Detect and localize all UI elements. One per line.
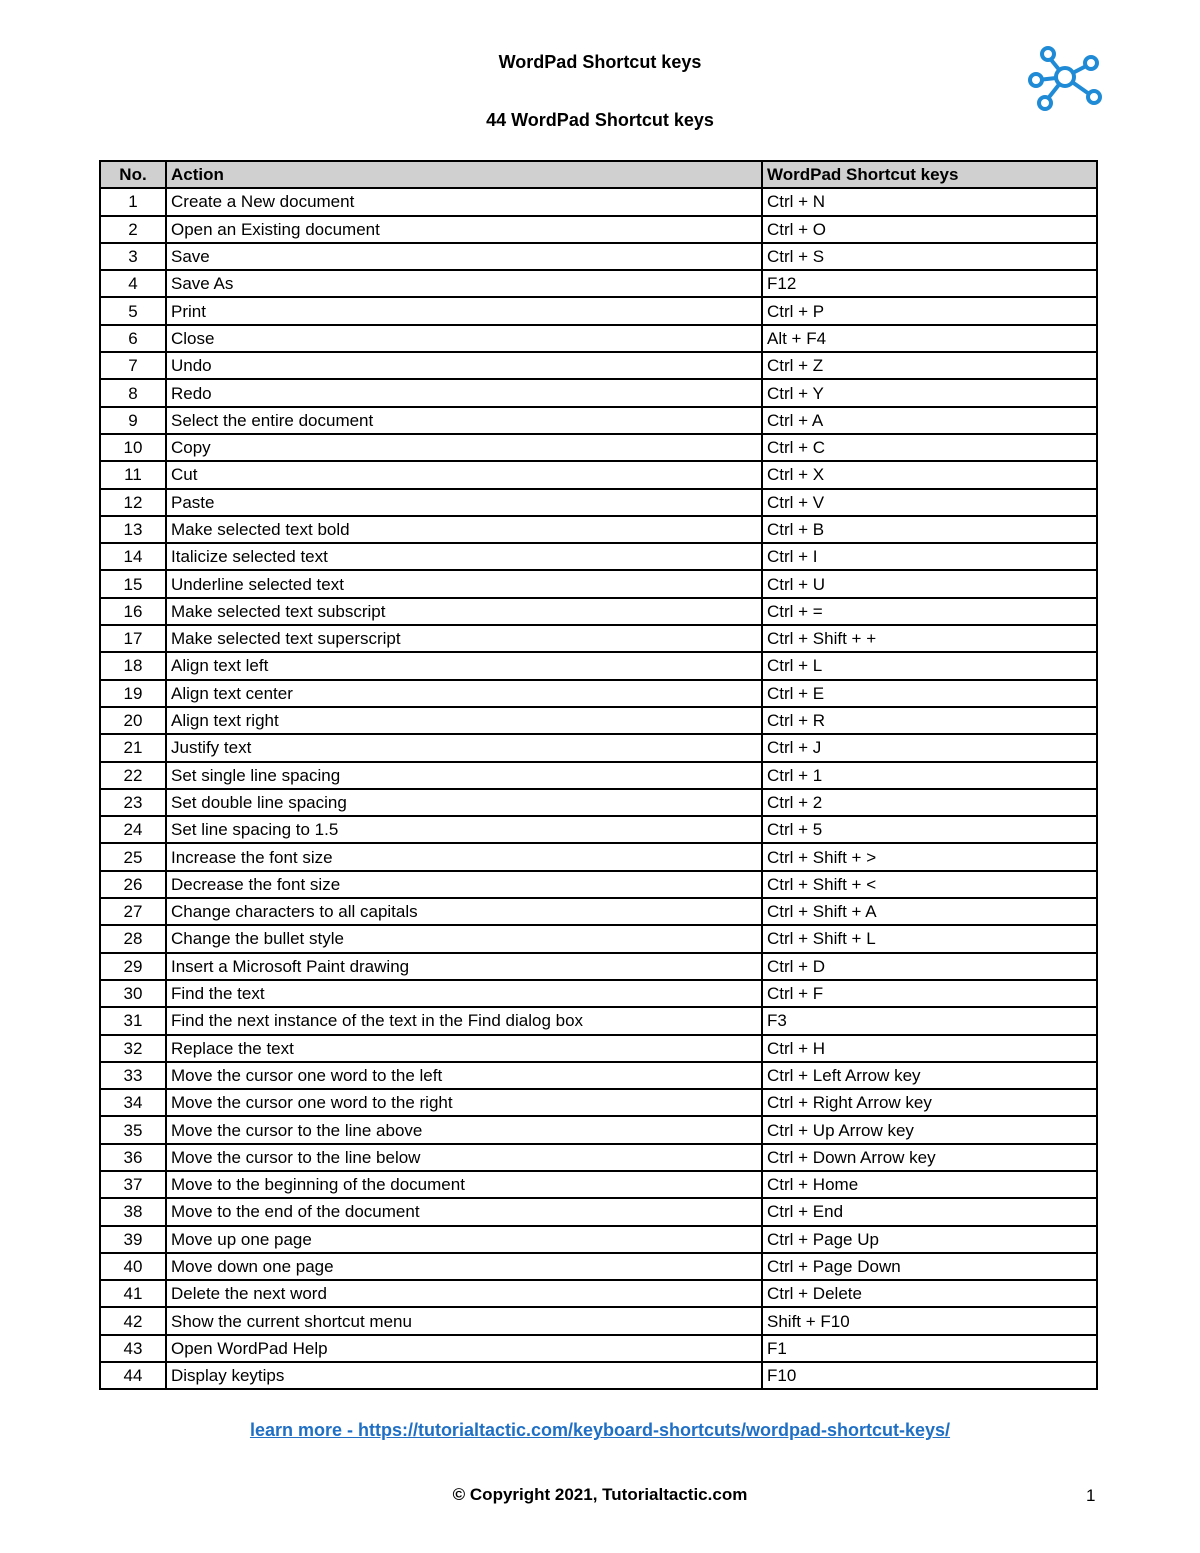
row-number: 7 (100, 352, 166, 379)
row-shortcut: F3 (762, 1007, 1097, 1034)
row-shortcut: Ctrl + U (762, 570, 1097, 597)
row-shortcut: Ctrl + O (762, 216, 1097, 243)
table-row (100, 297, 1097, 324)
table-row (100, 816, 1097, 843)
row-shortcut: Ctrl + Up Arrow key (762, 1116, 1097, 1143)
table-row (100, 598, 1097, 625)
table-row (100, 1062, 1097, 1089)
row-number: 24 (100, 816, 166, 843)
table-row (100, 1307, 1097, 1334)
row-number: 14 (100, 543, 166, 570)
row-action: Move the cursor one word to the right (166, 1089, 762, 1116)
table-row (100, 379, 1097, 406)
row-shortcut: Ctrl + F (762, 980, 1097, 1007)
row-action: Display keytips (166, 1362, 762, 1389)
learn-more-link[interactable]: learn more - https://tutorialtactic.com/keyboard-shortcuts/wordpad-shortcut-keys/ (249, 1420, 951, 1440)
row-shortcut: Ctrl + Left Arrow key (762, 1062, 1097, 1089)
row-shortcut: Ctrl + Shift + + (762, 625, 1097, 652)
table-row (100, 188, 1097, 215)
row-action: Delete the next word (166, 1280, 762, 1307)
row-action: Decrease the font size (166, 871, 762, 898)
row-action: Align text right (166, 707, 762, 734)
row-number: 34 (100, 1089, 166, 1116)
row-action: Save (166, 243, 762, 270)
table-row (100, 1335, 1097, 1362)
row-number: 27 (100, 898, 166, 925)
table-header-row (100, 161, 1097, 188)
row-action: Create a New document (166, 188, 762, 215)
row-shortcut: Ctrl + I (762, 543, 1097, 570)
row-action: Set double line spacing (166, 789, 762, 816)
row-shortcut: Ctrl + V (762, 489, 1097, 516)
row-number: 25 (100, 843, 166, 870)
row-number: 32 (100, 1035, 166, 1062)
table-row (100, 953, 1097, 980)
table-row (100, 707, 1097, 734)
table-row (100, 625, 1097, 652)
row-shortcut: Ctrl + Shift + < (762, 871, 1097, 898)
table-row (100, 734, 1097, 761)
row-shortcut: Ctrl + E (762, 680, 1097, 707)
row-action: Move the cursor to the line below (166, 1144, 762, 1171)
row-number: 19 (100, 680, 166, 707)
row-shortcut: F1 (762, 1335, 1097, 1362)
column-header-number: No. (100, 161, 166, 188)
row-number: 28 (100, 925, 166, 952)
row-shortcut: Ctrl + Home (762, 1171, 1097, 1198)
row-action: Select the entire document (166, 407, 762, 434)
row-shortcut: Ctrl + Shift + > (762, 843, 1097, 870)
row-shortcut: Ctrl + P (762, 297, 1097, 324)
row-action: Cut (166, 461, 762, 488)
row-shortcut: Ctrl + Page Up (762, 1226, 1097, 1253)
table-row (100, 516, 1097, 543)
row-action: Underline selected text (166, 570, 762, 597)
table-row (100, 1171, 1097, 1198)
table-row (100, 489, 1097, 516)
row-number: 31 (100, 1007, 166, 1034)
row-number: 16 (100, 598, 166, 625)
row-shortcut: Ctrl + 2 (762, 789, 1097, 816)
row-shortcut: Ctrl + Shift + A (762, 898, 1097, 925)
row-number: 29 (100, 953, 166, 980)
page-title: WordPad Shortcut keys (498, 52, 702, 72)
table-row (100, 325, 1097, 352)
table-row (100, 1089, 1097, 1116)
row-number: 18 (100, 652, 166, 679)
row-action: Save As (166, 270, 762, 297)
row-shortcut: Ctrl + Page Down (762, 1253, 1097, 1280)
row-number: 11 (100, 461, 166, 488)
table-row (100, 652, 1097, 679)
table-row (100, 434, 1097, 461)
row-action: Open WordPad Help (166, 1335, 762, 1362)
row-shortcut: Shift + F10 (762, 1307, 1097, 1334)
table-row (100, 1198, 1097, 1225)
row-action: Find the next instance of the text in the Find dialog box (166, 1007, 762, 1034)
row-number: 10 (100, 434, 166, 461)
table-row (100, 680, 1097, 707)
row-shortcut: Ctrl + Down Arrow key (762, 1144, 1097, 1171)
table-row (100, 243, 1097, 270)
row-shortcut: Ctrl + X (762, 461, 1097, 488)
row-number: 40 (100, 1253, 166, 1280)
row-number: 4 (100, 270, 166, 297)
copyright-footer: © Copyright 2021, Tutorialtactic.com (452, 1485, 748, 1504)
row-shortcut: Ctrl + Shift + L (762, 925, 1097, 952)
row-action: Print (166, 297, 762, 324)
row-shortcut: Ctrl + S (762, 243, 1097, 270)
row-action: Justify text (166, 734, 762, 761)
table-row (100, 352, 1097, 379)
row-number: 20 (100, 707, 166, 734)
row-shortcut: Ctrl + Z (762, 352, 1097, 379)
row-shortcut: Ctrl + 1 (762, 762, 1097, 789)
row-number: 39 (100, 1226, 166, 1253)
row-action: Paste (166, 489, 762, 516)
row-action: Change characters to all capitals (166, 898, 762, 925)
row-shortcut: Ctrl + Y (762, 379, 1097, 406)
row-number: 9 (100, 407, 166, 434)
table-row (100, 1144, 1097, 1171)
table-row (100, 1116, 1097, 1143)
row-shortcut: Ctrl + = (762, 598, 1097, 625)
row-action: Change the bullet style (166, 925, 762, 952)
row-number: 42 (100, 1307, 166, 1334)
row-number: 35 (100, 1116, 166, 1143)
row-action: Undo (166, 352, 762, 379)
table-row (100, 270, 1097, 297)
row-action: Show the current shortcut menu (166, 1307, 762, 1334)
row-number: 12 (100, 489, 166, 516)
row-shortcut: Ctrl + Right Arrow key (762, 1089, 1097, 1116)
row-number: 8 (100, 379, 166, 406)
row-action: Make selected text superscript (166, 625, 762, 652)
row-action: Move to the end of the document (166, 1198, 762, 1225)
row-shortcut: F12 (762, 270, 1097, 297)
row-shortcut: Ctrl + End (762, 1198, 1097, 1225)
table-row (100, 925, 1097, 952)
row-number: 41 (100, 1280, 166, 1307)
row-number: 6 (100, 325, 166, 352)
table-row (100, 1253, 1097, 1280)
row-number: 23 (100, 789, 166, 816)
row-shortcut: Ctrl + A (762, 407, 1097, 434)
row-number: 38 (100, 1198, 166, 1225)
table-row (100, 1280, 1097, 1307)
row-action: Align text left (166, 652, 762, 679)
row-number: 44 (100, 1362, 166, 1389)
row-action: Set line spacing to 1.5 (166, 816, 762, 843)
row-shortcut: Ctrl + R (762, 707, 1097, 734)
row-number: 1 (100, 188, 166, 215)
row-shortcut: Ctrl + 5 (762, 816, 1097, 843)
row-action: Move up one page (166, 1226, 762, 1253)
table-row (100, 980, 1097, 1007)
row-number: 43 (100, 1335, 166, 1362)
table-row (100, 543, 1097, 570)
table-row (100, 1035, 1097, 1062)
network-molecule-icon (1028, 46, 1102, 112)
page-subtitle: 44 WordPad Shortcut keys (486, 110, 714, 130)
table-row (100, 216, 1097, 243)
table-row (100, 843, 1097, 870)
row-shortcut: Ctrl + Delete (762, 1280, 1097, 1307)
column-header-shortcut: WordPad Shortcut keys (762, 161, 1097, 188)
row-action: Open an Existing document (166, 216, 762, 243)
row-number: 37 (100, 1171, 166, 1198)
table-row (100, 407, 1097, 434)
table-row (100, 1007, 1097, 1034)
row-shortcut: Ctrl + D (762, 953, 1097, 980)
row-number: 36 (100, 1144, 166, 1171)
table-row (100, 461, 1097, 488)
row-shortcut: Alt + F4 (762, 325, 1097, 352)
row-number: 5 (100, 297, 166, 324)
column-header-action: Action (166, 161, 762, 188)
page-number: 1 (1086, 1486, 1096, 1505)
table-row (100, 1226, 1097, 1253)
row-action: Align text center (166, 680, 762, 707)
row-number: 21 (100, 734, 166, 761)
row-number: 17 (100, 625, 166, 652)
row-action: Make selected text subscript (166, 598, 762, 625)
row-action: Italicize selected text (166, 543, 762, 570)
row-number: 2 (100, 216, 166, 243)
row-action: Redo (166, 379, 762, 406)
row-shortcut: Ctrl + B (762, 516, 1097, 543)
row-number: 22 (100, 762, 166, 789)
row-shortcut: Ctrl + N (762, 188, 1097, 215)
row-action: Move the cursor one word to the left (166, 1062, 762, 1089)
row-action: Set single line spacing (166, 762, 762, 789)
table-row (100, 898, 1097, 925)
row-shortcut: Ctrl + H (762, 1035, 1097, 1062)
row-number: 13 (100, 516, 166, 543)
table-row (100, 570, 1097, 597)
row-action: Close (166, 325, 762, 352)
row-action: Move the cursor to the line above (166, 1116, 762, 1143)
table-row (100, 789, 1097, 816)
row-number: 15 (100, 570, 166, 597)
row-action: Move down one page (166, 1253, 762, 1280)
row-action: Replace the text (166, 1035, 762, 1062)
row-shortcut: Ctrl + J (762, 734, 1097, 761)
row-action: Move to the beginning of the document (166, 1171, 762, 1198)
row-shortcut: Ctrl + C (762, 434, 1097, 461)
row-number: 3 (100, 243, 166, 270)
row-number: 30 (100, 980, 166, 1007)
table-row (100, 762, 1097, 789)
row-shortcut: F10 (762, 1362, 1097, 1389)
shortcut-table (99, 160, 1098, 1390)
row-number: 33 (100, 1062, 166, 1089)
table-row (100, 871, 1097, 898)
row-action: Make selected text bold (166, 516, 762, 543)
table-row (100, 1362, 1097, 1389)
row-shortcut: Ctrl + L (762, 652, 1097, 679)
row-number: 26 (100, 871, 166, 898)
row-action: Find the text (166, 980, 762, 1007)
row-action: Copy (166, 434, 762, 461)
row-action: Insert a Microsoft Paint drawing (166, 953, 762, 980)
row-action: Increase the font size (166, 843, 762, 870)
